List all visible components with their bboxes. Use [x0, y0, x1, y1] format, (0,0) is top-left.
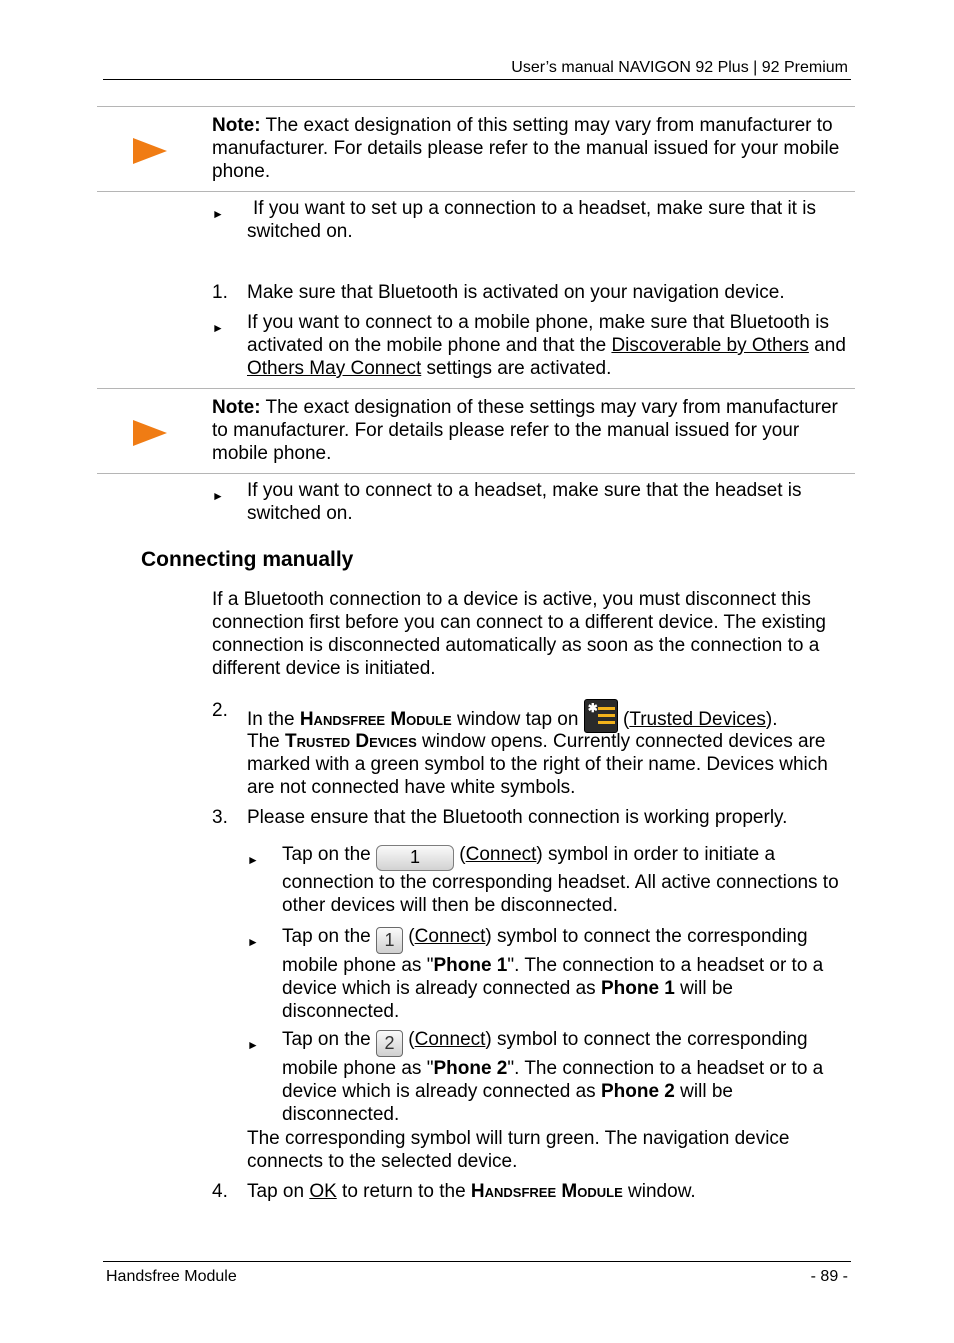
- sub-bullet-headset: [282, 843, 852, 917]
- step-3-text: Please ensure that the Bluetooth connection is working properly.: [247, 807, 788, 828]
- phone-name: Phone 1: [600, 978, 675, 999]
- discoverable-by-others-link[interactable]: Discoverable by Others: [611, 335, 809, 356]
- note-arrow-icon: [133, 420, 167, 446]
- paren-open: (: [617, 709, 630, 730]
- bullet-phone: [247, 311, 852, 380]
- footer-rule: [103, 1261, 851, 1262]
- sub-bullet-mid: ". The connection to a headset or to a device which is already connected as: [282, 1058, 824, 1102]
- others-may-connect-link[interactable]: Others May Connect: [247, 358, 422, 379]
- note-label: Note:: [212, 115, 261, 136]
- bullet-headset-1: If you want to set up a connection to a headset, make sure that it is switched on.: [247, 198, 816, 242]
- note-text: The exact designation of this setting may vary from manufacturer to manufacturer. For details please refer to the manual issued for your mobile phone.: [212, 115, 840, 182]
- connect-link[interactable]: Connect: [414, 1029, 486, 1050]
- note-label: Note:: [212, 397, 261, 418]
- step-2-result-post: window opens. Currently connected devices are marked with a green symbol to the right of their name. Devices which are not connected have white symbols.: [247, 731, 828, 798]
- step-2-pre: In the: [247, 709, 300, 730]
- header-rule: [103, 79, 851, 80]
- step-2-number: 2.: [212, 700, 228, 721]
- step-2-result-pre: The: [247, 731, 286, 752]
- note-top-rule: [97, 388, 855, 389]
- connect-link[interactable]: Connect: [414, 926, 486, 947]
- note-top-rule: [97, 106, 855, 107]
- sub-bullet-pre: Tap on the: [282, 1029, 377, 1050]
- step-4-post: window.: [622, 1181, 696, 1202]
- connect-phone-2-button[interactable]: 2: [376, 1030, 403, 1057]
- trusted-devices-link[interactable]: Trusted Devices: [629, 709, 766, 730]
- paren-open: (: [454, 844, 466, 865]
- intro-paragraph: If a Bluetooth connection to a device is active, you must disconnect this connection first before you can connect to a different device. The existing connection is disconnected automatically as soon as the connection to a different device is initiated.: [212, 589, 827, 679]
- step-4-mid: to return to the: [336, 1181, 471, 1202]
- connect-headset-button[interactable]: 1: [376, 845, 454, 871]
- note-text: The exact designation of these settings may vary from manufacturer to manufacturer. For details please refer to the manual issued for your mobile phone.: [212, 397, 838, 464]
- footer-section-name: Handsfree Module: [106, 1268, 237, 1285]
- footer-page-number: - 89 -: [810, 1268, 848, 1285]
- bullet-icon: ►: [212, 489, 224, 503]
- bullet-icon: ►: [247, 853, 259, 867]
- section-heading: Connecting manually: [141, 548, 354, 571]
- window-name: Trusted Devices: [285, 731, 417, 752]
- note-bottom-rule: [97, 191, 855, 192]
- phone-name: Phone 2: [600, 1081, 675, 1102]
- bullet-headset-2: If you want to connect to a headset, make sure that the headset is switched on.: [247, 480, 802, 524]
- step-4-number: 4.: [212, 1181, 228, 1202]
- note-1: [212, 114, 852, 183]
- phone-name: Phone 1: [433, 955, 508, 976]
- bullet-icon: ►: [212, 321, 224, 335]
- ok-link[interactable]: OK: [309, 1181, 337, 1202]
- note-2: [212, 396, 852, 465]
- step-2-mid: window tap on: [451, 709, 584, 730]
- step-1-text: Make sure that Bluetooth is activated on your navigation device.: [247, 282, 785, 303]
- step-1-number: 1.: [212, 282, 228, 303]
- paren-open: (: [403, 926, 415, 947]
- bullet-phone-mid: and: [808, 335, 846, 356]
- paren-close: ).: [765, 709, 778, 730]
- sub-bullet-pre: Tap on the: [282, 844, 377, 865]
- sub-bullet-post: will be disconnected.: [282, 978, 733, 1022]
- window-name: Handsfree Module: [470, 1181, 623, 1202]
- connect-link[interactable]: Connect: [465, 844, 537, 865]
- paren-open: (: [403, 1029, 415, 1050]
- sub-bullet-mid: ) symbol to connect the corresponding mobile phone as ": [282, 926, 808, 976]
- bullet-phone-pre: If you want to connect to a mobile phone, make sure that Bluetooth is activated on the mobile phone and that the: [247, 312, 829, 356]
- window-name: Handsfree Module: [299, 709, 452, 730]
- sub-bullet-phone-2: [282, 1028, 852, 1126]
- bullet-phone-post: settings are activated.: [421, 358, 612, 379]
- sub-bullet-mid: ) symbol to connect the corresponding mobile phone as ": [282, 1029, 808, 1079]
- result-paragraph: The corresponding symbol will turn green. The navigation device connects to the selected device.: [247, 1128, 790, 1172]
- bullet-icon: ►: [247, 1038, 259, 1052]
- sub-bullet-post: will be disconnected.: [282, 1081, 733, 1125]
- trusted-devices-icon[interactable]: ✱: [584, 699, 618, 733]
- note-arrow-icon: [133, 138, 167, 164]
- step-3-number: 3.: [212, 807, 228, 828]
- sub-bullet-pre: Tap on the: [282, 926, 377, 947]
- sub-bullet-post: ) symbol in order to initiate a connection to the corresponding headset. All active connections to other devices will then be disconnected.: [282, 844, 839, 916]
- sub-bullet-mid: ". The connection to a headset or to a device which is already connected as: [282, 955, 824, 999]
- step-2-text: [247, 699, 852, 733]
- bullet-icon: ►: [247, 935, 259, 949]
- step-4-pre: Tap on: [247, 1181, 310, 1202]
- step-2-result: [247, 730, 852, 799]
- page-header-title: User’s manual NAVIGON 92 Plus | 92 Premium: [511, 59, 848, 76]
- sub-bullet-phone-1: [282, 925, 852, 1023]
- connect-phone-1-button[interactable]: 1: [376, 927, 403, 954]
- step-4-text: [247, 1180, 852, 1203]
- bullet-icon: ►: [212, 207, 224, 221]
- note-bottom-rule: [97, 473, 855, 474]
- phone-name: Phone 2: [433, 1058, 508, 1079]
